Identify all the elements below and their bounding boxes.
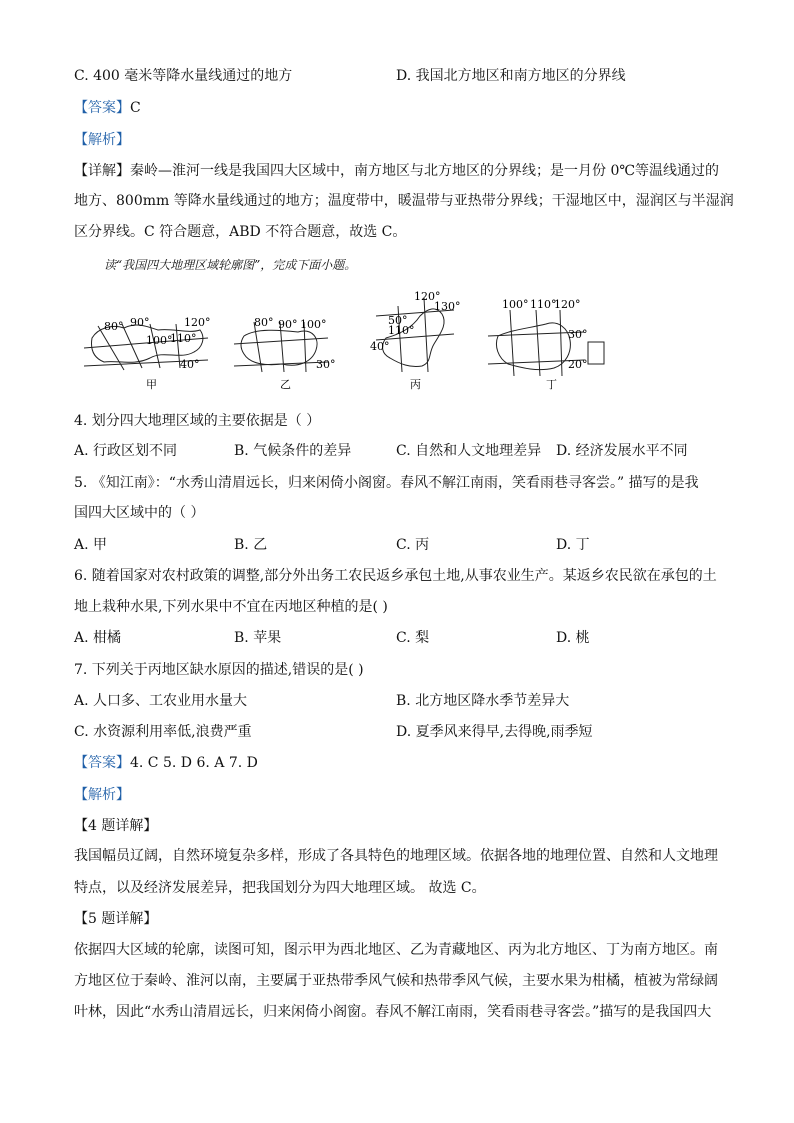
jia-label-5: 40° (180, 358, 200, 371)
jia-label-0: 80° (104, 320, 124, 333)
bing-label-4: 40° (370, 340, 390, 353)
jia-name: 甲 (146, 378, 157, 391)
q6-option-d: D. 桃 (556, 630, 590, 646)
detail-5-title: 【5 题详解】 (74, 911, 158, 927)
ding-label-3: 30° (568, 328, 588, 341)
answer-value: C (130, 100, 141, 116)
q7-option-a: A. 人口多、工农业用水量大 (74, 693, 248, 709)
map-instruction: 读“我国四大地理区域轮廓图”，完成下面小题。 (104, 258, 357, 272)
answer-tag: 【答案】 (74, 100, 130, 116)
question-5-line-1: 5. 《知江南》：“水秀山清眉远长，归来闲倚小阁窗。春风不解江南雨，笑看雨巷寻客尝。” 描写的是我 (74, 475, 699, 491)
question-6-line-2: 地上栽种水果,下列水果中不宜在丙地区种植的是( ) (74, 599, 388, 615)
q6-option-c: C. 梨 (396, 630, 430, 646)
ding-label-1: 110° (530, 298, 557, 311)
q7-option-b: B. 北方地区降水季节差异大 (396, 693, 570, 709)
ding-name: 丁 (546, 378, 557, 391)
detail-5-line-3: 叶林，因此“水秀山清眉远长，归来闲倚小阁窗。春风不解江南雨，笑看雨巷寻客尝。”描写的是我国四大 (74, 1004, 712, 1020)
four-regions-maps (84, 288, 644, 392)
yi-label-1: 90° (278, 318, 298, 331)
question-4: 4. 划分四大地理区域的主要依据是（ ） (74, 413, 321, 429)
q4-option-d: D. 经济发展水平不同 (556, 443, 688, 459)
analysis-1-tag: 【解析】 (74, 132, 130, 148)
q4-option-c: C. 自然和人文地理差异 (396, 443, 542, 459)
answer-2 (74, 753, 258, 773)
question-7: 7. 下列关于丙地区缺水原因的描述,错误的是( ) (74, 662, 364, 678)
answer-1 (74, 98, 141, 118)
detail-4-line-1: 我国幅员辽阔，自然环境复杂多样，形成了各具特色的地理区域。依据各地的地理位置、自然和人文地理 (74, 848, 718, 864)
jia-label-4: 110° (170, 332, 197, 345)
ding-label-0: 100° (502, 298, 529, 311)
question-5-line-2: 国四大区域中的（ ） (74, 505, 205, 521)
ding-label-4: 20° (568, 358, 588, 371)
q3-option-c: C. 400 毫米等降水量线通过的地方 (74, 68, 293, 84)
detail-4-title: 【4 题详解】 (74, 818, 158, 834)
bing-name: 丙 (410, 378, 421, 391)
bing-label-1: 130° (434, 300, 461, 313)
detail-1-line-2: 地方、800mm 等降水量线通过的地方；温度带中，暖温带与亚热带分界线；干湿地区中，湿润区与半湿润 (74, 193, 734, 209)
jia-label-2: 120° (184, 316, 211, 329)
question-6-line-1: 6. 随着国家对农村政策的调整,部分外出务工农民返乡承包土地,从事农业生产。某返乡农民欲在承包的土 (74, 568, 717, 584)
answer-tag: 【答案】 (74, 755, 130, 771)
yi-label-3: 30° (316, 358, 336, 371)
q7-option-d: D. 夏季风来得早,去得晚,雨季短 (396, 724, 593, 740)
analysis-2-tag: 【解析】 (74, 787, 130, 803)
detail-1-line-1: 【详解】秦岭—淮河一线是我国四大区域中，南方地区与北方地区的分界线；是一月份 0℃等温线通过的 (74, 163, 720, 179)
detail-4-line-2: 特点，以及经济发展差异，把我国划分为四大地理区域。 故选 C。 (74, 880, 486, 896)
q7-option-c: C. 水资源利用率低,浪费严重 (74, 724, 252, 740)
q5-option-b: B. 乙 (234, 537, 268, 553)
q4-option-b: B. 气候条件的差异 (234, 443, 352, 459)
bing-label-3: 110° (388, 324, 415, 337)
yi-label-0: 80° (254, 316, 274, 329)
ding-label-2: 120° (554, 298, 581, 311)
q3-option-d: D. 我国北方地区和南方地区的分界线 (396, 68, 626, 84)
detail-5-line-1: 依据四大区域的轮廓，读图可知，图示甲为西北地区、乙为青藏地区、丙为北方地区、丁为南方地区。南 (74, 942, 718, 958)
yi-name: 乙 (280, 378, 291, 391)
bing-label-2: 50° (388, 314, 408, 327)
q6-option-b: B. 苹果 (234, 630, 282, 646)
q5-option-d: D. 丁 (556, 537, 590, 553)
answer-values: 4. C 5. D 6. A 7. D (130, 755, 258, 771)
q5-option-a: A. 甲 (74, 537, 108, 553)
yi-label-2: 100° (300, 318, 327, 331)
jia-label-1: 90° (130, 316, 150, 329)
detail-1-line-3: 区分界线。C 符合题意，ABD 不符合题意，故选 C。 (74, 224, 407, 240)
jia-label-3: 100° (146, 334, 173, 347)
detail-5-line-2: 方地区位于秦岭、淮河以南，主要属于亚热带季风气候和热带季风气候，主要水果为柑橘，植被为常绿阔 (74, 973, 718, 989)
q4-option-a: A. 行政区划不同 (74, 443, 178, 459)
q5-option-c: C. 丙 (396, 537, 430, 553)
q6-option-a: A. 柑橘 (74, 630, 122, 646)
bing-label-0: 120° (414, 290, 441, 303)
